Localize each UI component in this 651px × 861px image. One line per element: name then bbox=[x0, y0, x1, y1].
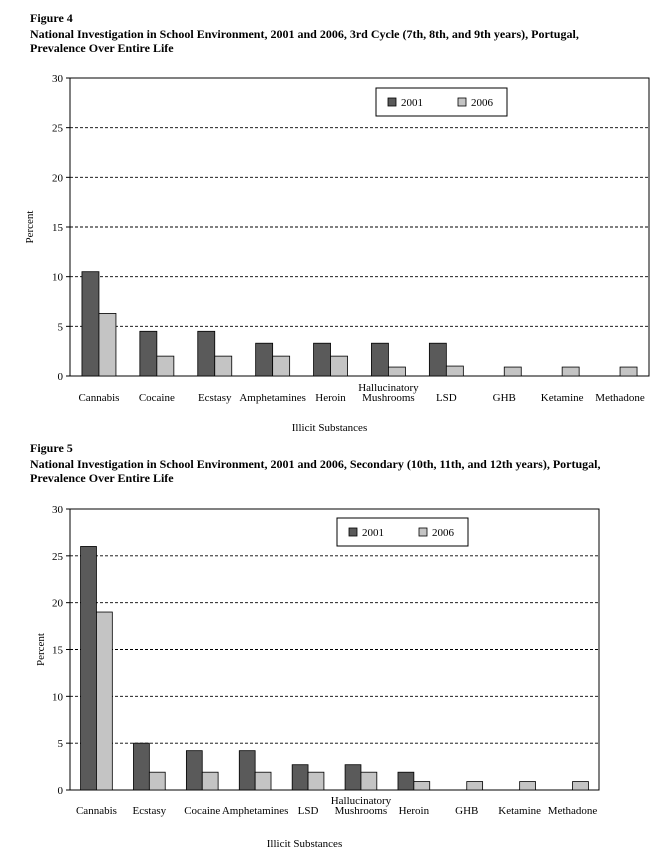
y-tick-label: 15 bbox=[52, 644, 63, 657]
x-tick-label: Heroin bbox=[315, 392, 346, 404]
y-tick-label: 20 bbox=[52, 172, 63, 185]
y-tick-label: 10 bbox=[52, 691, 63, 704]
bar-2001 bbox=[371, 343, 388, 376]
y-tick-label: 5 bbox=[57, 738, 63, 751]
x-tick-label: Ecstasy bbox=[132, 805, 167, 817]
bar-2006 bbox=[157, 356, 174, 376]
x-tick-label: Methadone bbox=[595, 392, 645, 404]
bar-2006 bbox=[215, 356, 232, 376]
y-tick-label: 25 bbox=[52, 550, 63, 563]
bar-2001 bbox=[345, 765, 361, 790]
figure-4-label: Figure 4 bbox=[30, 11, 73, 25]
x-tick-label: Hallucinatory Mushrooms bbox=[330, 795, 392, 817]
bar-2006 bbox=[504, 367, 521, 376]
x-tick-label: Cocaine bbox=[138, 392, 175, 404]
legend-swatch-2001 bbox=[388, 98, 396, 106]
bar-2006 bbox=[562, 367, 579, 376]
x-tick-label: Ketamine bbox=[498, 805, 542, 817]
bar-2001 bbox=[198, 331, 215, 376]
y-tick-label: 5 bbox=[57, 321, 63, 334]
x-axis-label: Illicit Substances bbox=[266, 838, 343, 850]
bar-2001 bbox=[186, 751, 202, 790]
y-tick-label: 0 bbox=[57, 371, 63, 383]
y-axis-label: Percent bbox=[35, 633, 47, 666]
bar-2006 bbox=[273, 356, 290, 376]
legend-swatch-2006 bbox=[458, 98, 466, 106]
bar-2006 bbox=[99, 313, 116, 376]
figure-5-label: Figure 5 bbox=[30, 441, 73, 455]
x-tick-label: Cocaine bbox=[184, 805, 221, 817]
y-axis-label: Percent bbox=[24, 210, 36, 244]
bar-2006 bbox=[620, 367, 637, 376]
x-tick-label: Amphetamines bbox=[221, 805, 289, 817]
x-tick-label: Cannabis bbox=[78, 392, 120, 404]
y-tick-label: 0 bbox=[57, 785, 63, 797]
bar-2001 bbox=[82, 272, 99, 376]
bar-2006 bbox=[573, 782, 589, 790]
legend-label-2006: 2006 bbox=[471, 97, 493, 109]
x-tick-label: Heroin bbox=[398, 805, 430, 817]
y-tick-label: 10 bbox=[52, 271, 63, 284]
bar-2001 bbox=[239, 751, 255, 790]
bar-2001 bbox=[429, 343, 446, 376]
figure-5-title-line2: Prevalence Over Entire Life bbox=[30, 471, 174, 485]
bar-2006 bbox=[414, 782, 430, 790]
figure-5-title-line1: National Investigation in School Environment, 2001 and 2006, Secondary (10th, 11th, and 12th years), Portugal, bbox=[30, 457, 601, 471]
y-tick-label: 30 bbox=[52, 73, 63, 85]
y-tick-label: 15 bbox=[52, 222, 63, 234]
bar-2001 bbox=[292, 765, 308, 790]
x-tick-label: Methadone bbox=[547, 805, 598, 817]
legend-swatch-2001 bbox=[349, 528, 357, 536]
y-tick-label: 30 bbox=[52, 504, 63, 516]
legend-label-2006: 2006 bbox=[432, 527, 454, 539]
x-tick-label: LSD bbox=[297, 805, 319, 817]
x-tick-label: Ketamine bbox=[540, 392, 584, 404]
bar-2006 bbox=[331, 356, 348, 376]
x-tick-label: GHB bbox=[455, 805, 479, 817]
bar-2001 bbox=[398, 772, 414, 790]
bar-2001 bbox=[314, 343, 331, 376]
bar-2001 bbox=[81, 546, 97, 790]
bar-2006 bbox=[255, 772, 271, 790]
y-tick-label: 25 bbox=[52, 122, 63, 135]
figure-4-chart bbox=[0, 62, 651, 442]
x-tick-label: GHB bbox=[492, 392, 516, 404]
legend-label-2001: 2001 bbox=[401, 97, 423, 109]
y-tick-label: 20 bbox=[52, 597, 63, 610]
bar-2001 bbox=[140, 331, 157, 376]
bar-2006 bbox=[388, 367, 405, 376]
bar-2001 bbox=[256, 343, 273, 376]
x-tick-label: Hallucinatory Mushrooms bbox=[358, 382, 419, 404]
bar-2006 bbox=[361, 772, 377, 790]
x-tick-label: Ecstasy bbox=[197, 392, 232, 404]
x-tick-label: Amphetamines bbox=[239, 392, 306, 404]
legend-swatch-2006 bbox=[419, 528, 427, 536]
bar-2006 bbox=[446, 366, 463, 376]
bar-2006 bbox=[202, 772, 218, 790]
x-tick-label: LSD bbox=[435, 392, 457, 404]
legend-label-2001: 2001 bbox=[362, 527, 384, 539]
bar-2006 bbox=[520, 782, 536, 790]
bar-2006 bbox=[467, 782, 483, 790]
bar-2006 bbox=[96, 612, 112, 790]
bar-2006 bbox=[149, 772, 165, 790]
bar-2006 bbox=[308, 772, 324, 790]
x-axis-label: Illicit Substances bbox=[291, 422, 368, 434]
figure-4-title-line2: Prevalence Over Entire Life bbox=[30, 41, 174, 55]
figure-5-chart bbox=[0, 496, 651, 856]
bar-2001 bbox=[133, 743, 149, 790]
x-tick-label: Cannabis bbox=[75, 805, 117, 817]
figure-4-title-line1: National Investigation in School Environment, 2001 and 2006, 3rd Cycle (7th, 8th, and 9th years), Portugal, bbox=[30, 27, 579, 41]
